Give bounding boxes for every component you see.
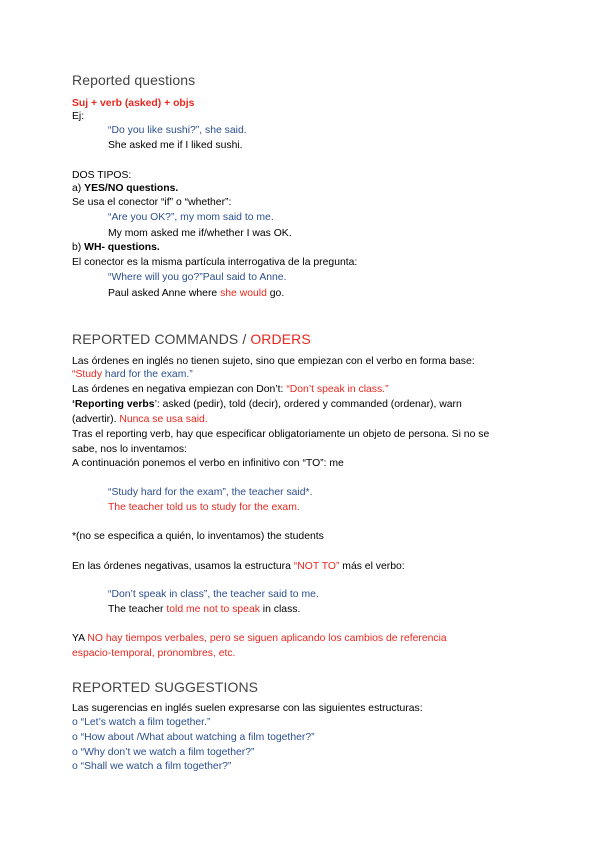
commands-ya-line2: espacio-temporal, pronombres, etc. [72, 648, 236, 659]
commands-note: *(no se especifica a quién, lo inventamos) the students [72, 531, 324, 542]
dos-tipos: DOS TIPOS: [72, 170, 132, 181]
commands-p7: A continuación ponemos el verbo en infinitivo con “TO”: me [72, 458, 344, 469]
type-a-reported: My mom asked me if/whether I was OK. [108, 228, 292, 239]
type-a-direct: “Are you OK?”, my mom said to me. [108, 212, 274, 223]
commands-example3-direct: “Don’t speak in class”, the teacher said to me. [108, 589, 319, 600]
type-a-desc: Se usa el conector “if” o “whether”: [72, 197, 232, 208]
commands-example3-reported: The teacher told me not to speak in class. [108, 604, 301, 615]
section-title-reported-questions: Reported questions [72, 72, 196, 88]
commands-negative: En las órdenes negativas, usamos la estructura “NOT TO” más el verbo: [72, 561, 405, 572]
type-b-heading: b) WH- questions. [72, 242, 160, 253]
suggestions-intro: Las sugerencias en inglés suelen expresarse con las siguientes estructuras: [72, 703, 423, 714]
example-direct: “Do you like sushi?”, she said. [108, 125, 247, 136]
ej-label: Ej: [72, 111, 85, 122]
commands-p1: Las órdenes en inglés no tienen sujeto, sino que empiezan con el verbo en forma base: [72, 356, 475, 367]
section-title-reported-suggestions: REPORTED SUGGESTIONS [72, 679, 259, 695]
suggestion-item: o “Shall we watch a film together?” [72, 761, 232, 772]
commands-p6: sabe, nos lo inventamos: [72, 444, 187, 455]
section-title-reported-commands: REPORTED COMMANDS / ORDERS [72, 331, 311, 347]
example-reported: She asked me if I liked sushi. [108, 140, 243, 151]
suggestion-item: o “Why don’t we watch a film together?” [72, 747, 255, 758]
suggestion-item: o “How about /What about watching a film together?” [72, 732, 315, 743]
commands-p4: (advertir). Nunca se usa said. [72, 414, 208, 425]
type-b-desc: El conector es la misma partícula interrogativa de la pregunta: [72, 257, 358, 268]
formula: Suj + verb (asked) + objs [72, 98, 195, 109]
commands-example2-reported: The teacher told us to study for the exam. [108, 502, 300, 513]
type-b-direct: “Where will you go?”Paul said to Anne. [108, 272, 287, 283]
commands-example1: “Study hard for the exam.” [72, 369, 193, 380]
commands-p2: Las órdenes en negativa empiezan con Don’t: “Don’t speak in class.” [72, 384, 389, 395]
commands-p5: Tras el reporting verb, hay que especificar obligatoriamente un objeto de persona. Si no se [72, 429, 490, 440]
commands-p3: ‘Reporting verbs’: asked (pedir), told (decir), ordered y commanded (ordenar), warn [72, 399, 462, 410]
commands-ya-line1: YA NO hay tiempos verbales, pero se siguen aplicando los cambios de referencia [72, 633, 447, 644]
type-a-heading: a) YES/NO questions. [72, 183, 179, 194]
suggestion-item: o “Let’s watch a film together.” [72, 717, 211, 728]
type-b-reported: Paul asked Anne where she would go. [108, 288, 285, 299]
commands-example2-direct: “Study hard for the exam”, the teacher said*. [108, 487, 313, 498]
